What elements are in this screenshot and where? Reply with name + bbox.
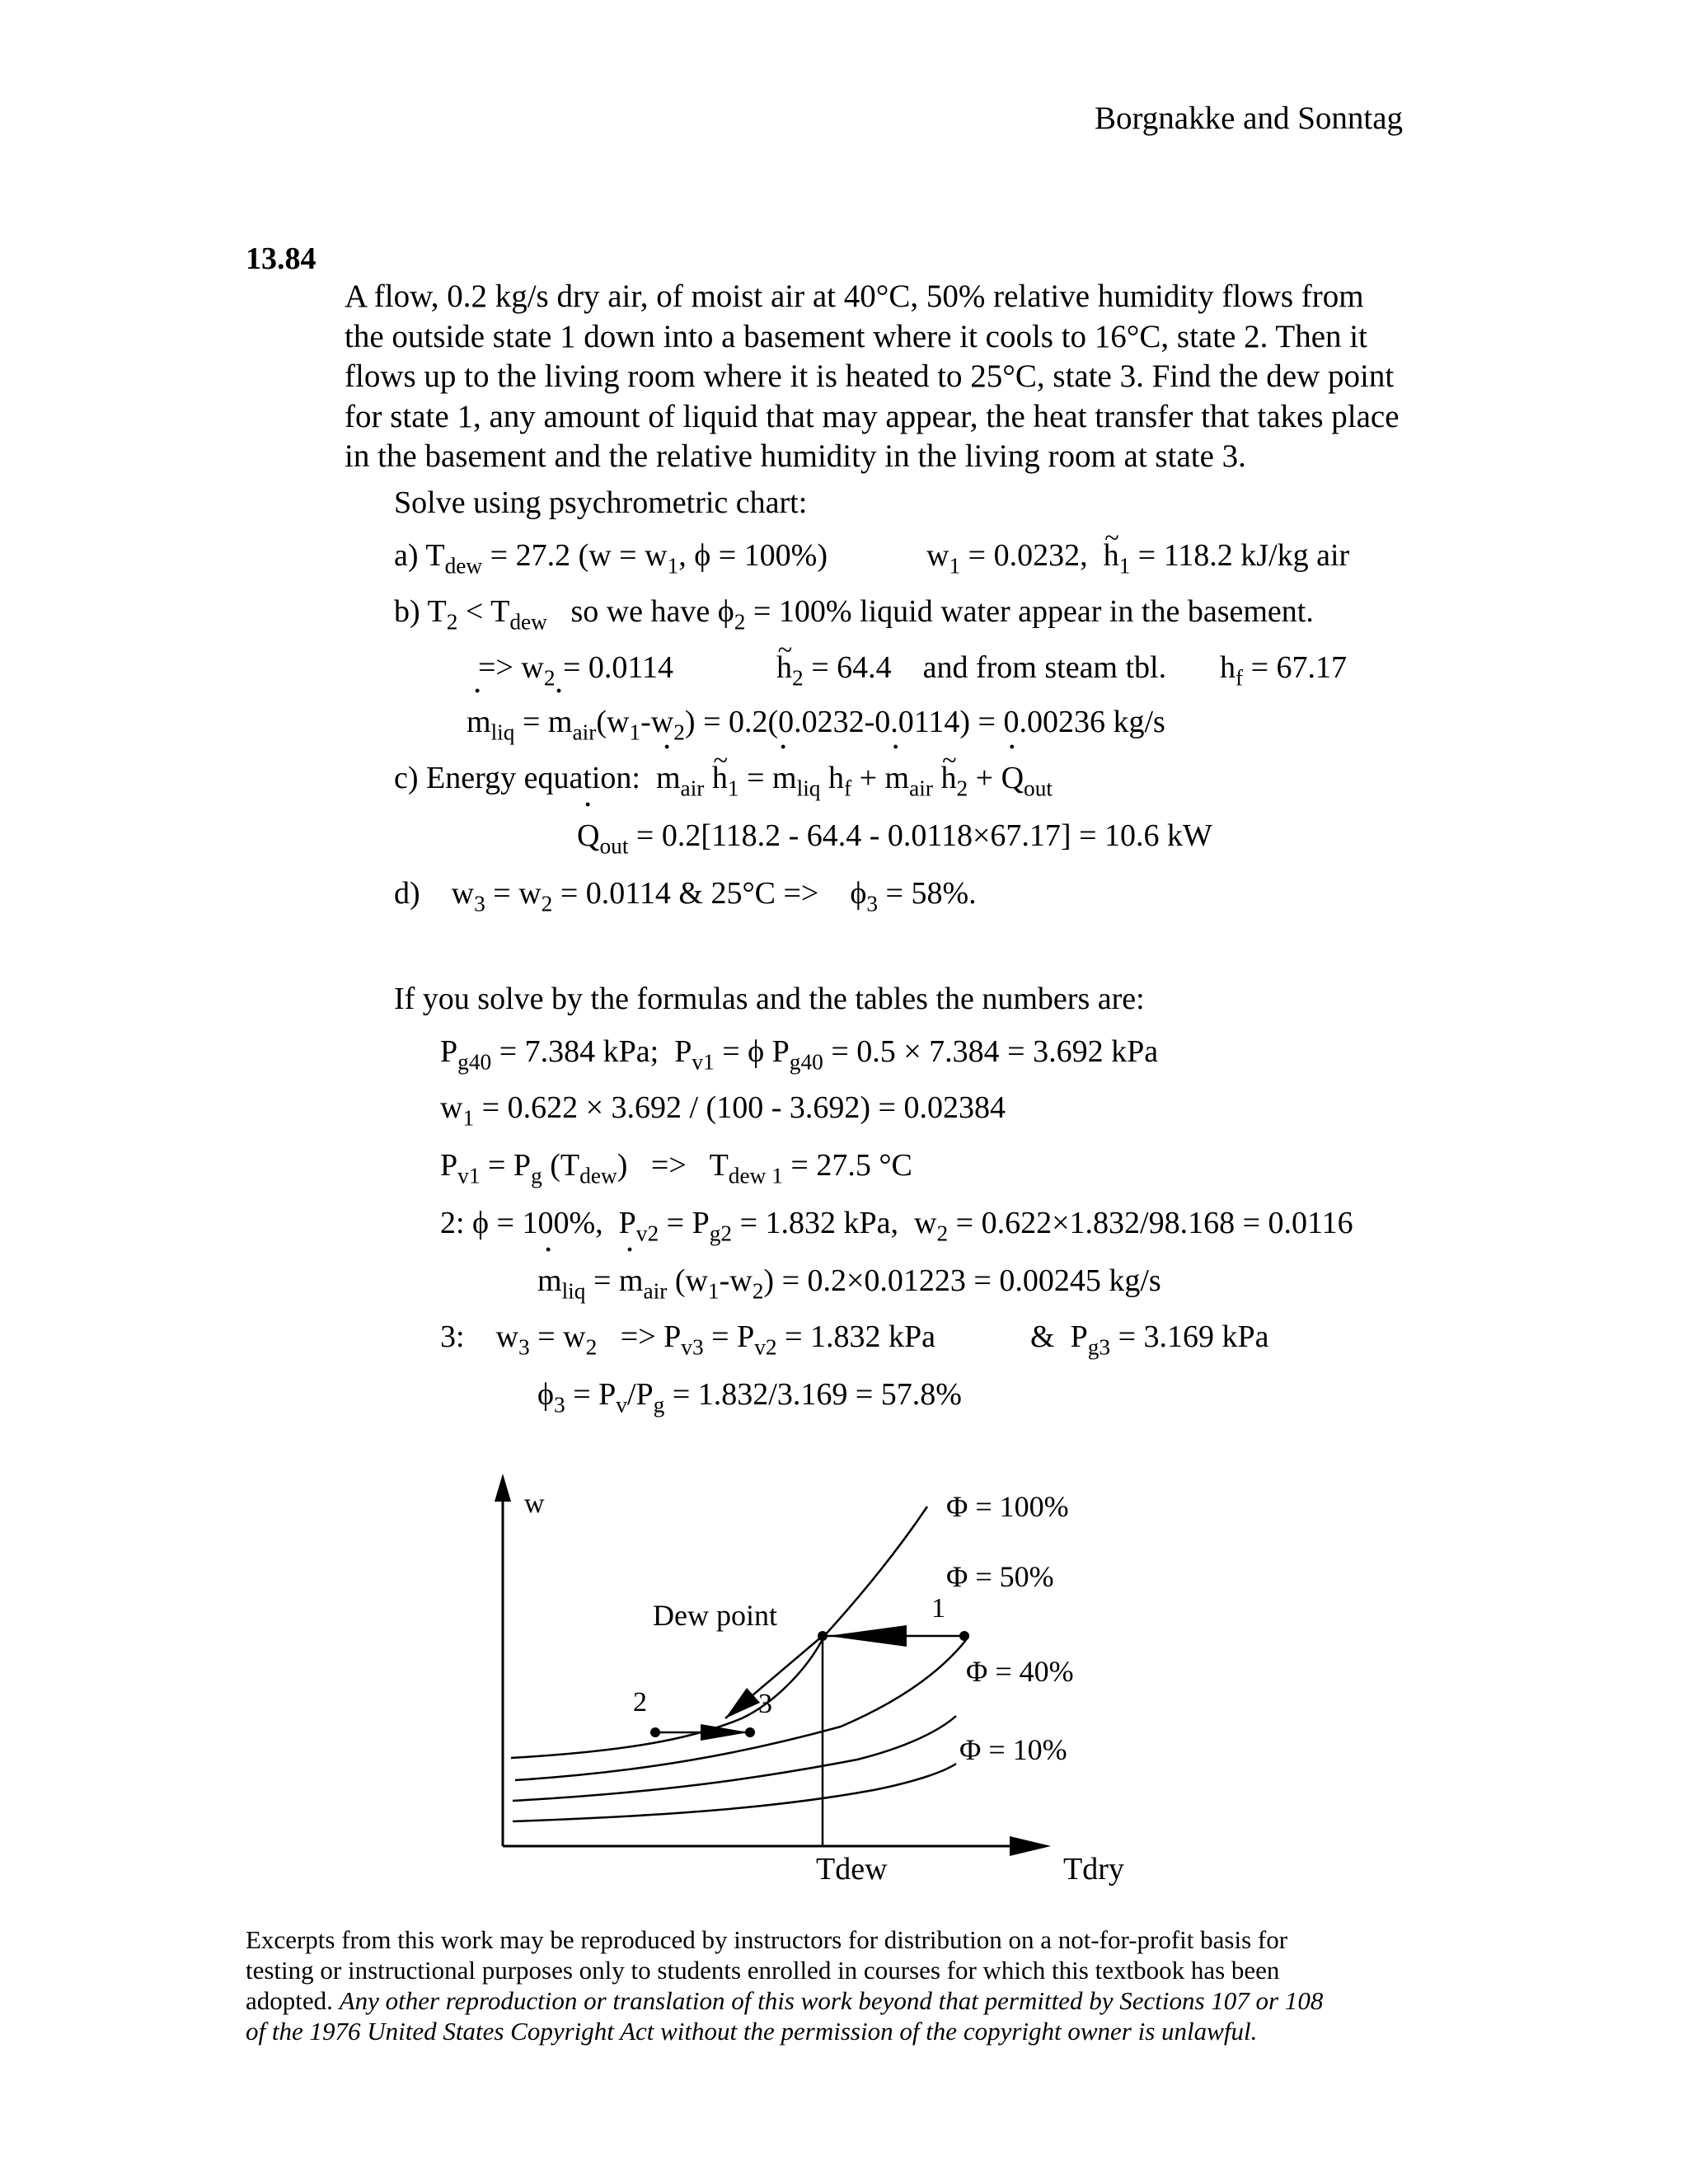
t-axis-arrow <box>1010 1836 1051 1856</box>
formula-heading: If you solve by the formulas and the tables the numbers are: <box>394 982 1145 1016</box>
formula-line-6: 3: $w_3 = w_2$ => $P_{v3} = P_{v2} = 1.832$ kPa <box>440 1319 936 1360</box>
state-2-label: 2 <box>633 1687 647 1718</box>
w-axis-label: w <box>524 1488 545 1519</box>
curve-10 <box>513 1764 956 1821</box>
statement-line: for state 1, any amount of liquid that may appear, the heat transfer that takes place <box>345 398 1400 434</box>
part-a-values: $w_1 = 0.0232$, ~ $h_1 = 118.2$ kJ/kg air <box>926 536 1349 575</box>
curve-40-label: Φ = 40% <box>966 1655 1074 1688</box>
copyright-footer: Excerpts from this work may be reproduced by instructors for distribution on a not-for-profit basis for testing or instructional purposes only to students enrolled in courses for which this textbook has been adopted. Any other reproduction or translation of this work beyond that permitted by Sections 107 or 108 of the 1976 United States Copyright Act without the permission of the copyright owner is unlawful. <box>246 1925 1324 2046</box>
problem-number: 13.84 <box>246 241 316 276</box>
part-c-result: ˙ $Q_{out} = 0.2[118.2 - 64.4 - 0.0118\times 67.17] = 10.6$ kW <box>577 816 1212 855</box>
formula-line-5: ˙ $m_{liq}$ = ˙ $m_{air}$ $(w_1-w_2) = 0.2\times 0.01223 = 0.00245$ kg/s <box>537 1261 1161 1301</box>
curve-50-label: Φ = 50% <box>946 1560 1054 1593</box>
part-b-line2: => $w_2 = 0.0114$ <box>478 650 674 691</box>
statement-line: flows up to the living room where it is heated to 25°C, state 3. Find the dew point <box>345 359 1395 394</box>
part-b-liquid: ˙ $m_{liq}$ = ˙ $m_{air}(w_1-w_2) = 0.2(0.0232-0.0114) = 0.00236$ kg/s <box>467 702 1165 742</box>
tdew-axis-label: Tdew <box>816 1852 888 1886</box>
process-2-3-arrow <box>701 1724 748 1741</box>
part-a: a) $T_{dew} = 27.2$ ($w = w_1$, ϕ = 100%) <box>394 538 828 579</box>
formula-line-3: $P_{v1} = P_g$ $(T_{dew}) => T_{dew 1} = 27.5$ °C <box>440 1148 912 1188</box>
dew-point-marker <box>818 1631 828 1641</box>
running-header: Borgnakke and Sonntag <box>1095 101 1404 136</box>
state-2-marker <box>650 1727 660 1737</box>
formula-line-6b: & $P_{g3} = 3.169$ kPa <box>1030 1319 1269 1360</box>
curve-10-label: Φ = 10% <box>959 1733 1067 1766</box>
statement-line: in the basement and the relative humidity in the living room at state 3. <box>345 438 1246 474</box>
part-b: b) $T_2 < T_{dew}$ so we have $\phi_2 = 100\%$ liquid water appear in the basement. <box>394 594 1314 635</box>
state-1-marker <box>959 1631 969 1641</box>
formula-line-4: 2: ϕ = 100%, $P_{v2} = P_{g2} = 1.832$ kPa, $w_2 = 0.622\times 1.832/98.168 = 0.0116$ <box>440 1206 1353 1246</box>
statement-line: the outside state 1 down into a basement where it cools to 16°C, state 2. Then it <box>345 318 1367 354</box>
w-axis-arrow <box>495 1474 511 1502</box>
state-3-label: 3 <box>758 1689 772 1719</box>
state-3-marker <box>745 1727 755 1737</box>
tdry-axis-label: Tdry <box>1063 1852 1124 1886</box>
statement-line: A flow, 0.2 kg/s dry air, of moist air at 40°C, 50% relative humidity flows from <box>345 279 1364 314</box>
formula-line-7: $\phi_3 = P_v/P_g = 1.832/3.169 = 57.8\%$ <box>537 1377 962 1418</box>
part-c: c) Energy equation: ˙ $m_{air}$ ~ $h_1$ = ˙ $m_{liq}$ $h_f$ + ˙ $m_{air}$ ~ $h_2$ + ˙ $Q_{out}$ <box>394 758 1053 798</box>
state-1-label: 1 <box>931 1593 945 1624</box>
curve-40 <box>513 1716 956 1801</box>
formula-line-1: $P_{g40} = 7.384$ kPa; $P_{v1} = \phi$ $P_{g40} = 0.5 \times 7.384 = 3.692$ kPa <box>440 1034 1159 1075</box>
formula-line-2: $w_1 = 0.622 \times 3.692 / (100 - 3.692) = 0.02384$ <box>440 1090 1006 1131</box>
chart-solution-heading: Solve using psychrometric chart: <box>394 485 808 520</box>
dew-point-label: Dew point <box>653 1599 777 1632</box>
curve-100-label: Φ = 100% <box>946 1490 1069 1523</box>
part-d: d) $w_3 = w_2 = 0.0114$ & 25°C => $\phi_3 = 58\%$. <box>394 876 977 916</box>
part-b-line2b: ~ $h_2 = 64.4$ and from steam tbl. <box>776 648 1166 687</box>
process-1-arrow <box>828 1625 907 1647</box>
part-b-hf: $h_f = 67.17$ <box>1220 650 1348 691</box>
